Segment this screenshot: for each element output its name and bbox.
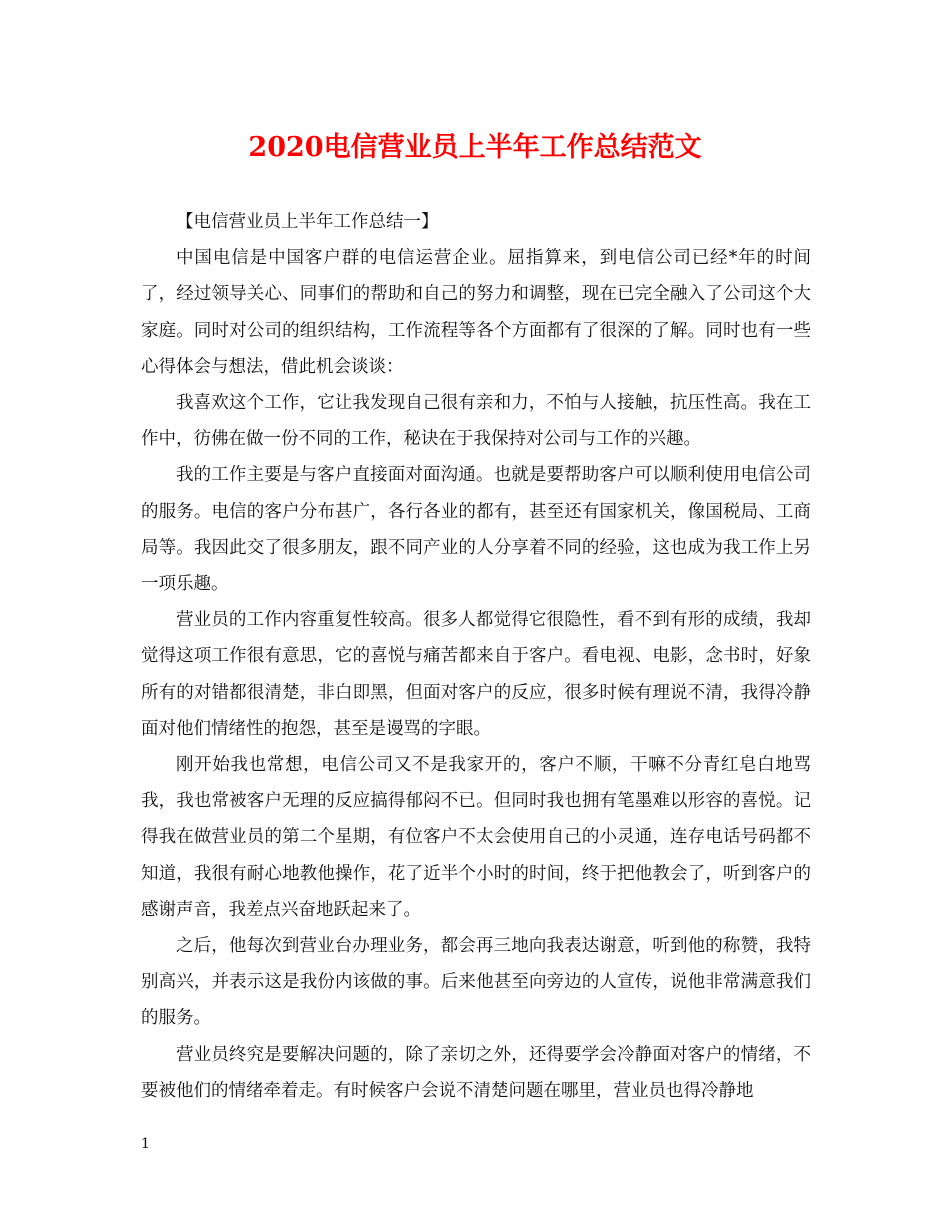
paragraph: 营业员终究是要解决问题的，除了亲切之外，还得要学会冷静面对客户的情绪，不要被他们的情绪牵着走。有时候客户会说不清楚问题在哪里，营业员也得冷静地 [141, 1044, 811, 1101]
paragraph: 我喜欢这个工作，它让我发现自己很有亲和力，不怕与人接触，抗压性高。我在工作中，彷佛在做一份不同的工作，秘诀在于我保持对公司与工作的兴趣。 [141, 393, 811, 450]
document-body [141, 204, 811, 1109]
paragraph: 之后，他每次到营业台办理业务，都会再三地向我表达谢意，听到他的称赞，我特别高兴，并表示这是我份内该做的事。后来他甚至向旁边的人宣传，说他非常满意我们的服务。 [141, 936, 811, 1029]
paragraph: 刚开始我也常想，电信公司又不是我家开的，客户不顺，干嘛不分青红皂白地骂我，我也常被客户无理的反应搞得郁闷不已。但同时我也拥有笔墨难以形容的喜悦。记得我在做营业员的第二个星期，有位客户不太会使用自己的小灵通，连存电话号码都不知道，我很有耐心地教他操作，花了近半个小时的时间，终于把他教会了，听到客户的感谢声音，我差点兴奋地跃起来了。 [141, 755, 811, 920]
page-number: 1 [141, 1136, 150, 1152]
document-title: 2020电信营业员上半年工作总结范文 [248, 132, 702, 163]
paragraph: 我的工作主要是与客户直接面对面沟通。也就是要帮助客户可以顺利使用电信公司的服务。电信的客户分布甚广，各行各业的都有，甚至还有国家机关，像国税局、工商局等。我因此交了很多朋友，跟不同产业的人分享着不同的经验，这也成为我工作上另一项乐趣。 [141, 465, 811, 595]
section-heading: 【电信营业员上半年工作总结一】 [176, 212, 439, 232]
paragraph: 中国电信是中国客户群的电信运营企业。屈指算来，到电信公司已经*年的时间了，经过领导关心、同事们的帮助和自己的努力和调整，现在已完全融入了公司这个大家庭。同时对公司的组织结构，工作流程等各个方面都有了很深的了解。同时也有一些心得体会与想法，借此机会谈谈： [141, 248, 811, 377]
paragraph: 营业员的工作内容重复性较高。很多人都觉得它很隐性，看不到有形的成绩，我却觉得这项工作很有意思，它的喜悦与痛苦都来自于客户。看电视、电影，念书时，好象所有的对错都很清楚，非白即黑，但面对客户的反应，很多时候有理说不清，我得冷静面对他们情绪性的抱怨，甚至是谩骂的字眼。 [141, 610, 811, 739]
